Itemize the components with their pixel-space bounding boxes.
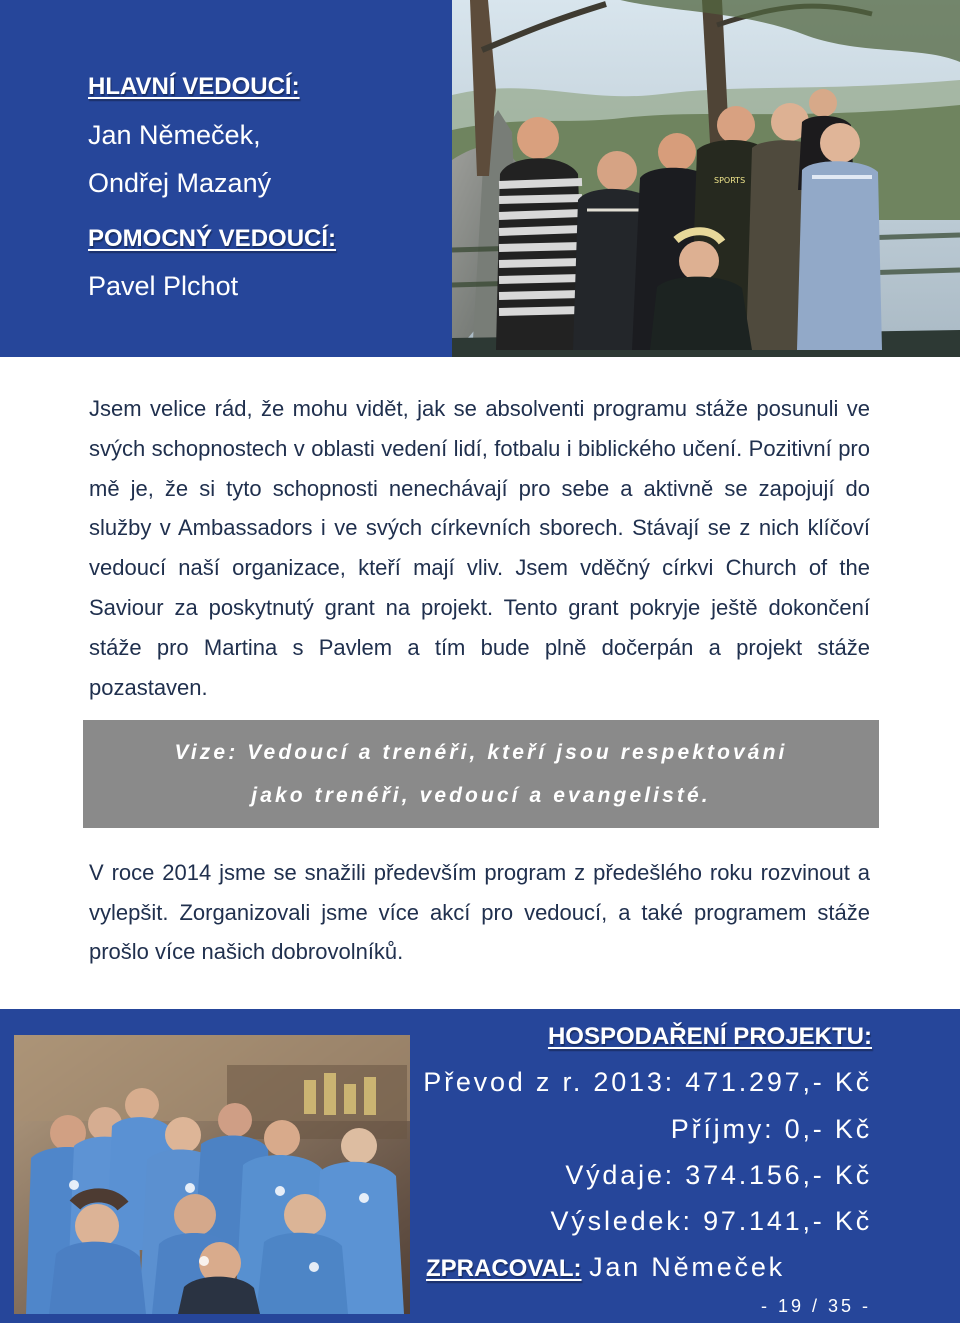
vision-line-1: Vize: Vedoucí a trenéři, kteří jsou respektováni [174, 741, 788, 764]
leaders-group-photo [452, 0, 960, 357]
vision-line-2: jako trenéři, vedoucí a evangelisté. [251, 784, 711, 807]
processed-by-name: Jan Němeček [589, 1252, 785, 1282]
main-leader-ondrej: Ondřej Mazaný [88, 168, 272, 198]
finance-income: Příjmy: 0,- Kč [670, 1114, 872, 1144]
summary-paragraph: V roce 2014 jsme se snažili především program z předešlého roku rozvinout a vylepšit. Zorganizovali jsme více akcí pro vedoucí, a také programem stáže prošlo více našich dobrovolníků. [89, 860, 870, 964]
page-number: - 19 / 35 - [760, 1296, 871, 1316]
finance-result: Výsledek: 97.141,- Kč [550, 1206, 872, 1236]
main-leader-label: HLAVNÍ VEDOUCÍ: [88, 73, 300, 100]
finance-expenses: Výdaje: 374.156,- Kč [565, 1160, 872, 1190]
vision-statement [83, 720, 879, 828]
assistant-leader-label: POMOCNÝ VEDOUCÍ: [88, 225, 337, 252]
finance-transfer: Převod z r. 2013: 471.297,- Kč [423, 1067, 872, 1097]
processed-by-line [426, 1252, 785, 1283]
team-group-photo [14, 1035, 410, 1314]
leaders-panel [0, 0, 452, 357]
main-leader-jan: Jan Němeček, [88, 120, 261, 150]
svg-text:SPORTS: SPORTS [714, 176, 746, 185]
processed-by-label: ZPRACOVAL: [426, 1255, 582, 1282]
assistant-leader-name: Pavel Plchot [88, 271, 239, 301]
intro-paragraph: Jsem velice rád, že mohu vidět, jak se absolventi programu stáže posunuli ve svých schopnostech v oblasti vedení lidí, fotbalu i biblického učení. Pozitivní pro mě je, že si tyto schopnosti nenechávají pro sebe a aktivně se zapojují do služby v Ambassadors i ve svých církevních sborech. Stávají se z nich klíčoví vedoucí naší organizace, kteří mají vliv. Jsem vděčný církvi Church of the Saviour za poskytnutý grant na projekt. Tento grant pokryje ještě dokončení stáže pro Martina s Pavlem a tím bude plně dočerpán a projekt stáže pozastaven. [89, 396, 870, 700]
finance-title: HOSPODAŘENÍ PROJEKTU: [547, 1023, 872, 1050]
